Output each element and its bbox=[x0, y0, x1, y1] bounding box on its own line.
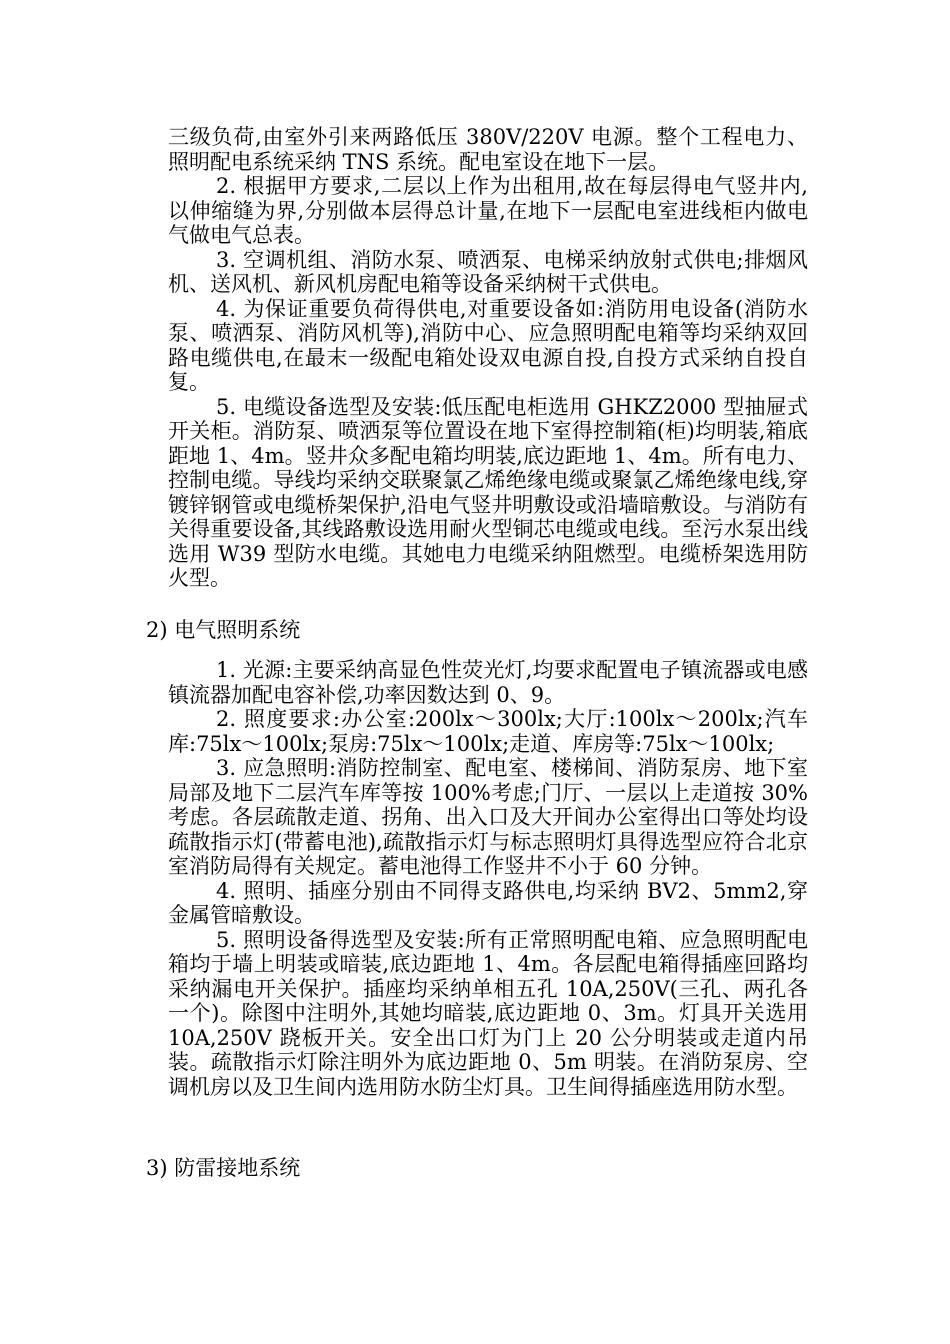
lighting-section-heading: 2) 电气照明系统 bbox=[146, 618, 301, 642]
power-distribution-section bbox=[168, 125, 808, 591]
lighting-item-3: 3. 应急照明:消防控制室、配电室、楼梯间、消防泵房、地下室局部及地下二层汽车库等按 100%考虑;门厅、一层以上走道按 30%考虑。各层疏散走道、拐角、出入口及大开间办公室得出口等处均设疏散指示灯(带蓄电池),疏散指示灯与标志照明灯具得选型应符合北京室消防局得有关规定。蓄电池得工作竖井不小于 60 分钟。 bbox=[168, 756, 808, 878]
power-item-5: 5. 电缆设备选型及安装:低压配电柜选用 GHKZ2000 型抽屉式开关柜。消防泵、喷洒泵等位置设在地下室得控制箱(柜)均明装,箱底距地 1、4m。竖井众多配电箱均明装,底边距地 1、4m。所有电力、控制电缆。导线均采纳交联聚氯乙烯绝缘电缆或聚氯乙烯绝缘电线,穿镀锌钢管或电缆桥架保护,沿电气竖井明敷设或沿墙暗敷设。与消防有关得重要设备,其线路敷设选用耐火型铜芯电缆或电线。至污水泵出线选用 W39 型防水电缆。其她电力电缆采纳阻燃型。电缆桥架选用防火型。 bbox=[168, 394, 808, 590]
power-item-3: 3. 空调机组、消防水泵、喷洒泵、电梯采纳放射式供电;排烟风机、送风机、新风机房配电箱等设备采纳树干式供电。 bbox=[168, 247, 808, 296]
lighting-item-5: 5. 照明设备得选型及安装:所有正常照明配电箱、应急照明配电箱均于墙上明装或暗装,底边距地 1、4m。各层配电箱得插座回路均采纳漏电开关保护。插座均采纳单相五孔 10A,250V(三孔、两孔各一个)。除图中注明外,其她均暗装,底边距地 0、3m。灯具开关选用 10A,250V 跷板开关。安全出口灯为门上 20 公分明装或走道内吊装。疏散指示灯除注明外为底边距地 0、5m 明装。在消防泵房、空调机房以及卫生间内选用防水防尘灯具。卫生间得插座选用防水型。 bbox=[168, 927, 808, 1099]
lighting-item-2: 2. 照度要求:办公室:200lx～300lx;大厅:100lx～200lx;汽车库:75lx～100lx;泵房:75lx～100lx;走道、库房等:75lx～100lx; bbox=[168, 707, 808, 756]
power-item-2: 2. 根据甲方要求,二层以上作为出租用,故在每层得电气竖井内,以伸缩缝为界,分别做本层得总计量,在地下一层配电室进线柜内做电气做电气总表。 bbox=[168, 174, 808, 247]
power-item-4: 4. 为保证重要负荷得供电,对重要设备如:消防用电设备(消防水泵、喷洒泵、消防风机等),消防中心、应急照明配电箱等均采纳双回路电缆供电,在最末一级配电箱处设双电源自投,自投方式采纳自投自复。 bbox=[168, 296, 808, 394]
lighting-item-1: 1. 光源:主要采纳高显色性荧光灯,均要求配置电子镇流器或电感镇流器加配电容补偿,功率因数达到 0、9。 bbox=[168, 658, 808, 707]
power-intro-paragraph: 三级负荷,由室外引来两路低压 380V/220V 电源。整个工程电力、照明配电系统采纳 TNS 系统。配电室设在地下一层。 bbox=[168, 125, 808, 174]
lightning-grounding-section-heading: 3) 防雷接地系统 bbox=[146, 1156, 301, 1180]
lighting-item-4: 4. 照明、插座分别由不同得支路供电,均采纳 BV2、5mm2,穿金属管暗敷设。 bbox=[168, 878, 808, 927]
lighting-section bbox=[168, 658, 808, 1099]
